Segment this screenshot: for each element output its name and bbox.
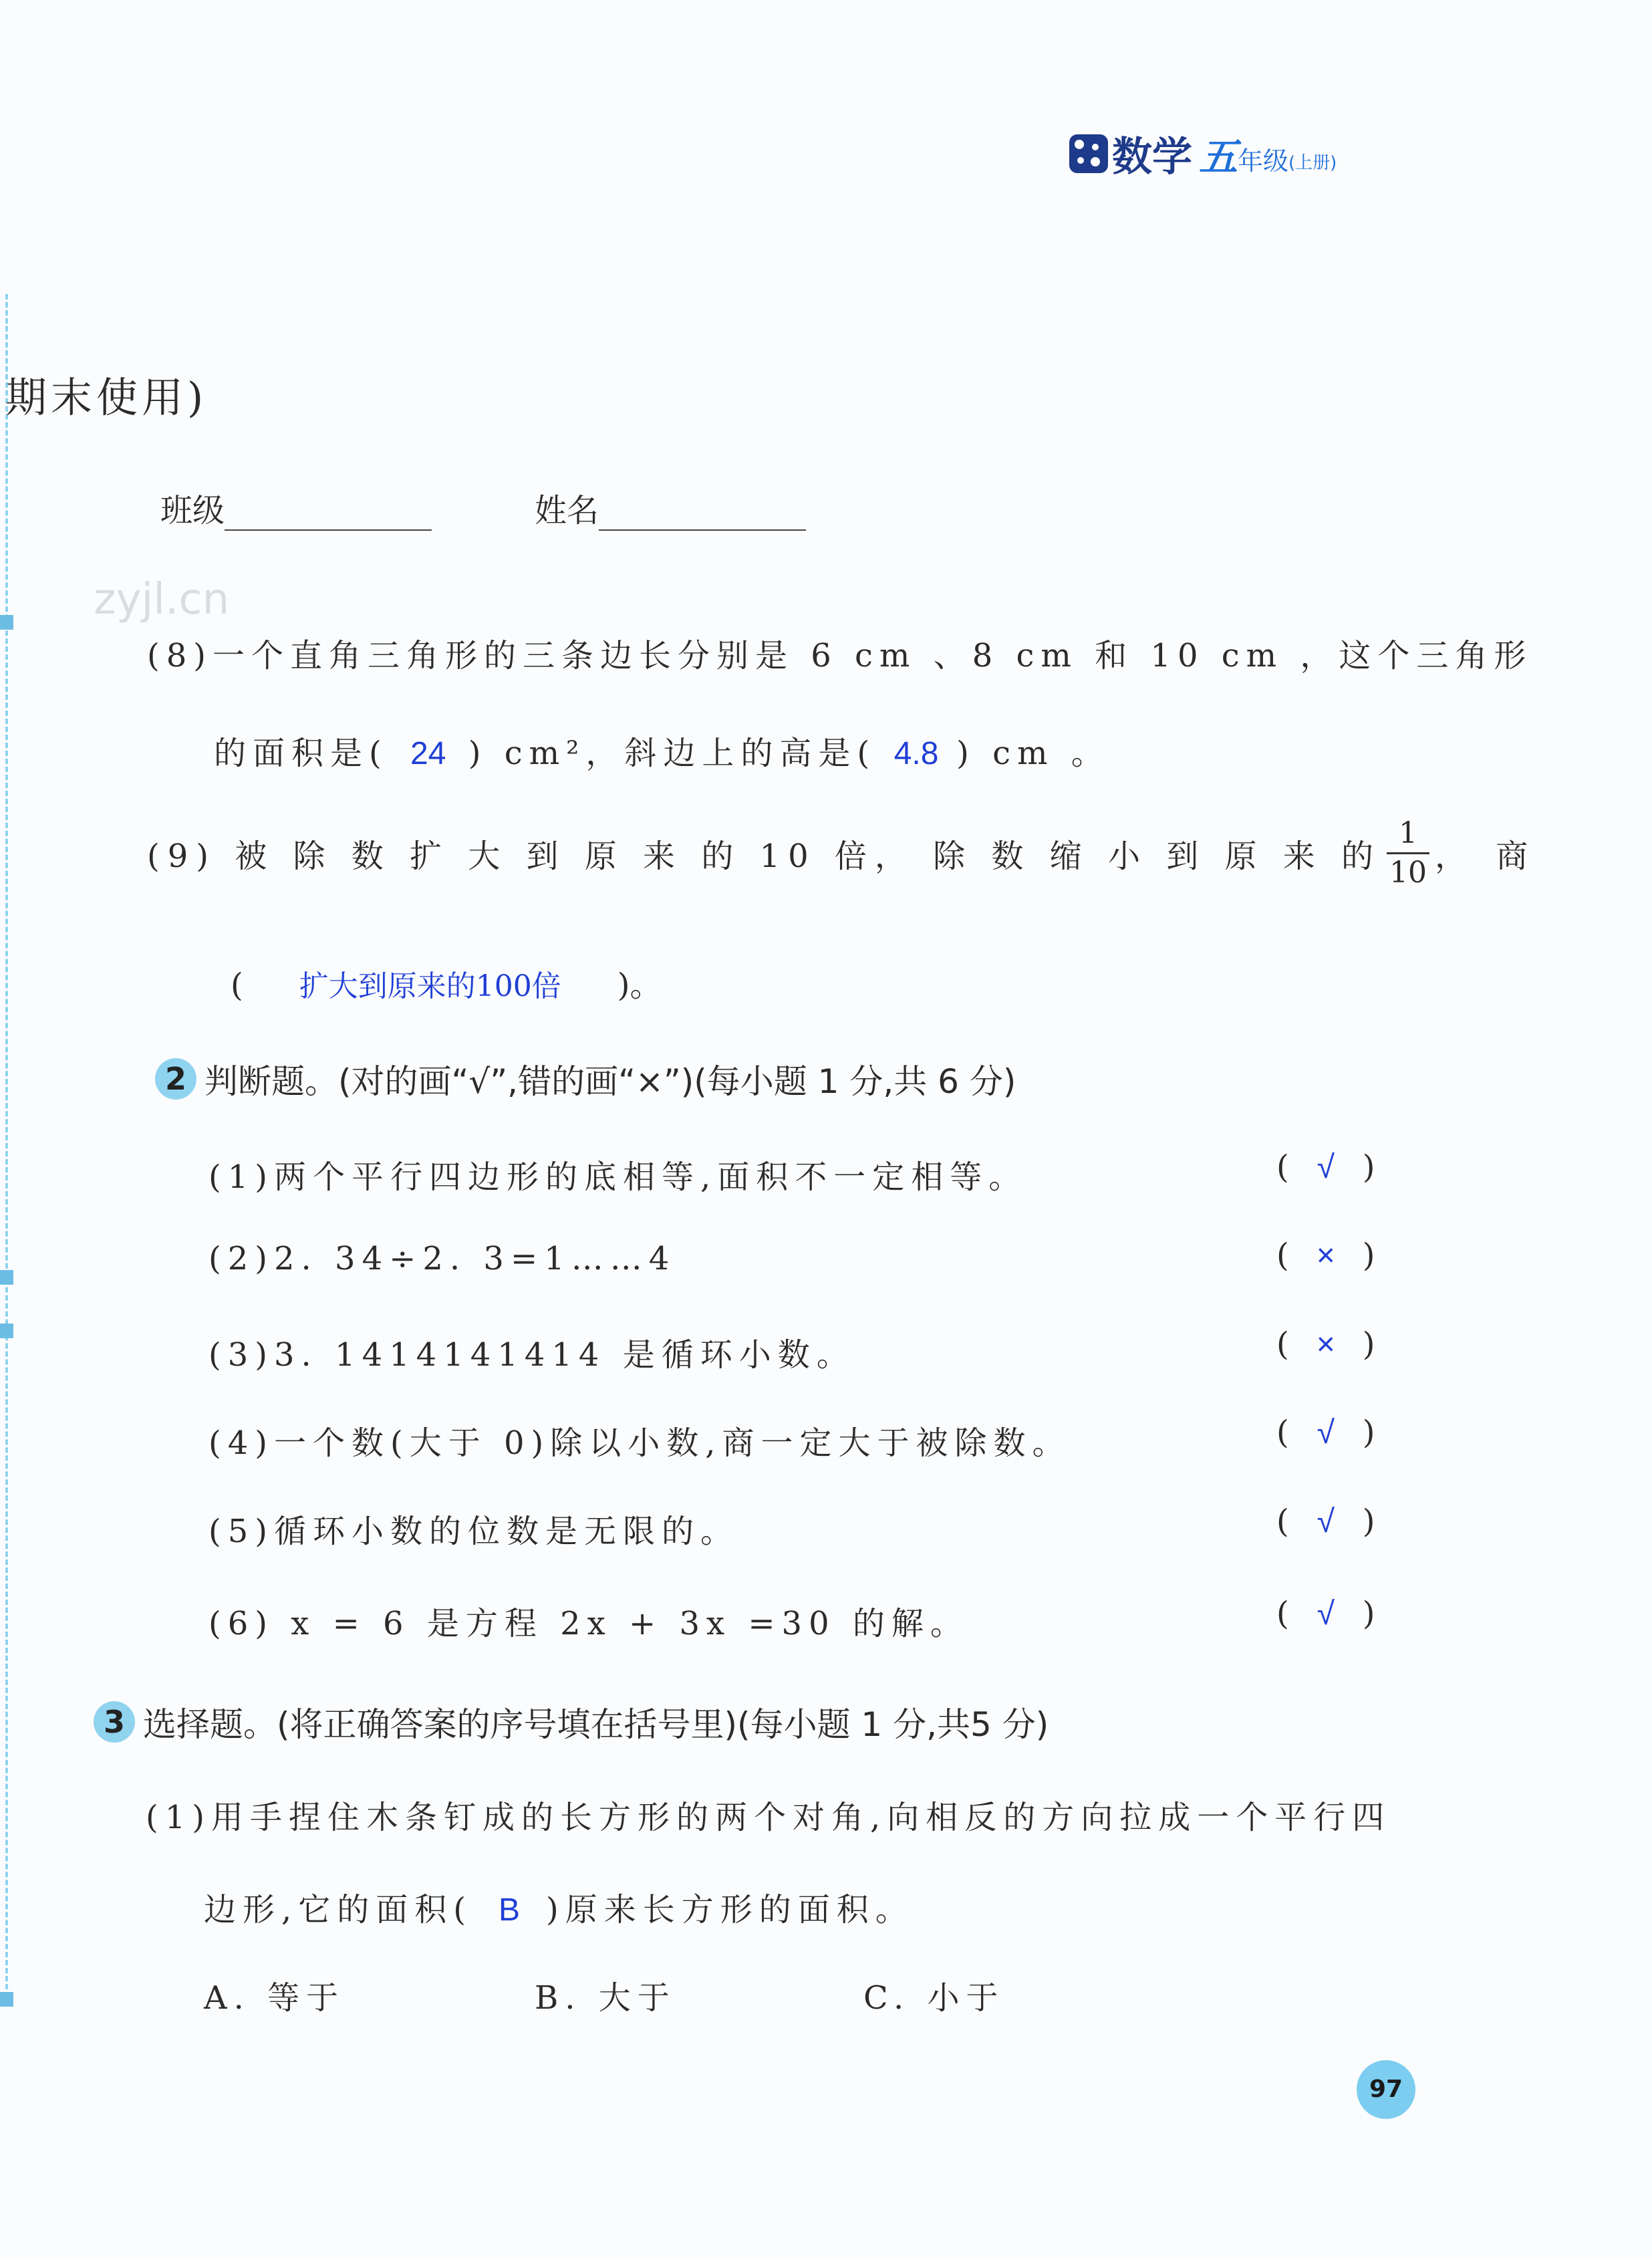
binding-mark (0, 1324, 13, 1338)
section2-title: 判断题。(对的画“√”,错的画“×”)(每小题 1 分,共 6 分) (204, 1062, 1016, 1101)
judge-answer: √ (1317, 1596, 1335, 1632)
section3-heading (94, 1698, 1049, 1746)
grade-number: 五 (1199, 134, 1238, 180)
section2-number: 2 (155, 1058, 196, 1100)
name-field[interactable] (535, 485, 806, 531)
judge-item: (2)2. 34÷2. 3=1……4 (209, 1240, 676, 1277)
option-b: B. 大于 (535, 1979, 676, 2017)
q9-answer[interactable]: 扩大到原来的100倍 (299, 969, 561, 1003)
subject-title: 数学 (1112, 134, 1192, 180)
judge-answer: × (1316, 1327, 1335, 1362)
section3-title: 选择题。(将正确答案的序号填在括号里)(每小题 1 分,共5 分) (143, 1705, 1049, 1744)
q8-line1: (8)一个直角三角形的三条边长分别是 6 cm 、8 cm 和 10 cm ，这个三角形 (147, 637, 1533, 674)
judge-answer-box[interactable]: ( √ ) (1276, 1414, 1375, 1451)
option-c: C. 小于 (863, 1979, 1005, 2017)
judge-item: (3)3. 1414141414 是循环小数。 (209, 1336, 855, 1374)
choice-q1-answer[interactable]: B (498, 1892, 520, 1928)
judge-answer: √ (1317, 1504, 1335, 1539)
q8-line2: 的面积是( 24 ) cm²，斜边上的高是( 4.8 ) cm 。 (214, 735, 1110, 772)
page-title: 期末使用) (5, 373, 208, 422)
judge-answer-box[interactable]: ( √ ) (1276, 1148, 1375, 1186)
option-a: A. 等于 (204, 1979, 346, 2017)
binding-dashed-line (5, 294, 8, 2005)
judge-answer: × (1316, 1238, 1335, 1273)
book-header (1069, 127, 1337, 180)
judge-answer: √ (1317, 1150, 1335, 1185)
book-logo-icon (1069, 134, 1108, 173)
section2-heading (155, 1055, 1016, 1103)
judge-answer-box[interactable]: ( × ) (1276, 1237, 1375, 1274)
judge-answer: √ (1317, 1415, 1335, 1451)
name-label: 姓名 (535, 492, 599, 529)
judge-item: (5)循环小数的位数是无限的。 (209, 1513, 739, 1550)
choice-q1-line2: 边形,它的面积( B )原来长方形的面积。 (204, 1891, 914, 1928)
choice-q1-line1: (1)用手捏住木条钉成的长方形的两个对角,向相反的方向拉成一个平行四 (146, 1799, 1391, 1836)
grade-label: 年级 (1238, 146, 1289, 176)
binding-mark (0, 1270, 13, 1285)
judge-item: (6) x = 6 是方程 2x + 3x =30 的解。 (209, 1605, 969, 1642)
q9-line1: (9) 被 除 数 扩 大 到 原 来 的 10 倍， 除 数 缩 小 到 原 来 的 $\frac{1}{10}$ ， 商 (147, 816, 1538, 890)
q8-answer-area[interactable]: 24 (410, 736, 446, 771)
volume-label: (上册) (1288, 152, 1337, 173)
class-label: 班级 (160, 492, 225, 529)
section3-number: 3 (94, 1701, 135, 1743)
fraction: $\frac{1}{10}$ (1387, 819, 1429, 888)
judge-answer-box[interactable]: ( × ) (1276, 1326, 1375, 1363)
binding-mark (0, 615, 13, 630)
judge-item: (1)两个平行四边形的底相等,面积不一定相等。 (209, 1158, 1028, 1196)
binding-mark (0, 1992, 13, 2007)
judge-answer-box[interactable]: ( √ ) (1276, 1595, 1375, 1632)
class-field[interactable] (160, 485, 432, 531)
judge-answer-box[interactable]: ( √ ) (1276, 1503, 1375, 1540)
watermark: zyjl.cn (94, 575, 230, 624)
page-number: 97 (1357, 2060, 1415, 2119)
q8-answer-height[interactable]: 4.8 (893, 736, 939, 771)
q9-line2: ( 扩大到原来的100倍 )。 (231, 959, 662, 1005)
judge-item: (4)一个数(大于 0)除以小数,商一定大于被除数。 (209, 1424, 1071, 1462)
